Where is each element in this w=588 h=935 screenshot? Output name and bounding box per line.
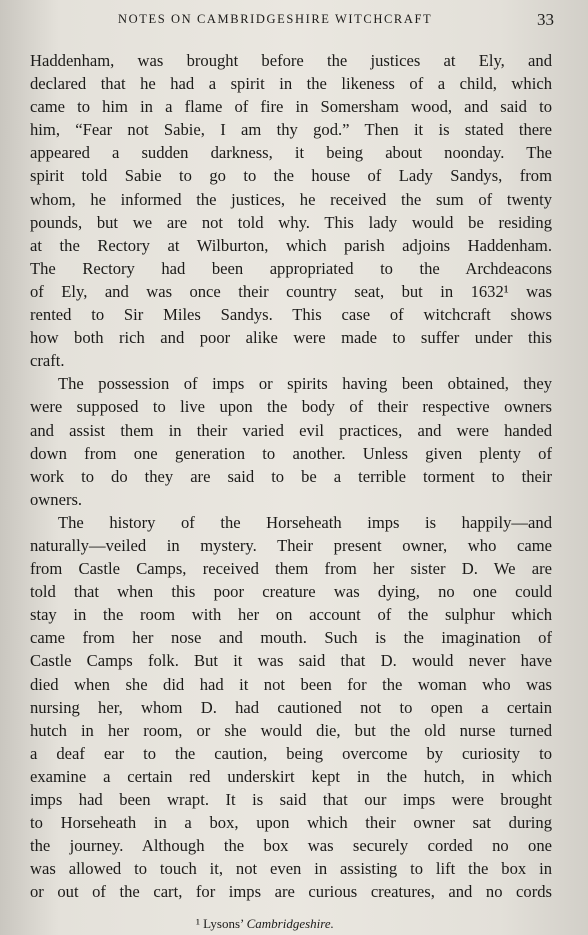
page-number: 33 — [537, 10, 554, 29]
text-line: from Castle Camps, received them from her sister D. We are — [30, 559, 552, 579]
text-line: The Rectory had been appropriated to the Archdeacons — [30, 258, 552, 278]
text-line: came to him in a flame of fire in Somersham wood, and said to — [30, 97, 552, 117]
text-line: to Horseheath in a box, upon which their owner sat during — [30, 813, 552, 833]
text-line: died when she did had it not been for the woman who was — [30, 674, 552, 694]
paragraph-1 — [30, 49, 552, 372]
text-line: told that when this poor creature was dying, no one could — [30, 582, 552, 602]
text-line: imps had been wrapt. It is said that our imps were brought — [30, 790, 552, 809]
text-line: spirit told Sabie to go to the house of Lady Sandys, from — [30, 166, 552, 186]
running-head — [0, 10, 588, 36]
text-line: or out of the cart, for imps are curious creatures, and no cords — [30, 882, 552, 902]
text-line: at the Rectory at Wilburton, which parish adjoins Haddenham. — [30, 235, 552, 255]
text-line: naturally—veiled in mystery. Their present owner, who came — [30, 535, 552, 555]
footnote-marker: ¹ — [196, 916, 200, 931]
text-line: examine a certain red underskirt kept in the hutch, in which — [30, 766, 552, 786]
text-line: how both rich and poor alike were made to suffer under this — [30, 328, 552, 348]
text-line: pounds, but we are not told why. This lady would be residing — [30, 212, 552, 232]
text-line: nursing her, whom D. had cautioned not to open a certain — [30, 697, 552, 717]
text-line: rented to Sir Miles Sandys. This case of witchcraft shows — [30, 305, 552, 325]
text-line: appeared a sudden darkness, it being about noonday. The — [30, 143, 552, 163]
text-line: stay in the room with her on account of the sulphur which — [30, 605, 552, 625]
text-line: whom, he informed the justices, he received the sum of twenty — [30, 189, 552, 209]
text-line: the journey. Although the box was securely corded no one — [30, 836, 552, 856]
text-line: owners. — [30, 489, 83, 509]
text-line: The history of the Horseheath imps is happily—and — [58, 512, 552, 532]
text-line: a deaf ear to the caution, being overcome by curiosity to — [30, 743, 552, 763]
text-line: craft. — [30, 351, 65, 371]
text-line: of Ely, and was once their country seat, but in 1632¹ was — [30, 281, 552, 301]
footnote-title: Cambridgeshire. — [246, 916, 334, 931]
running-title: NOTES ON CAMBRIDGESHIRE WITCHCRAFT — [118, 12, 433, 26]
text-line: Castle Camps folk. But it was said that D. would never have — [30, 651, 552, 671]
text-line: declared that he had a spirit in the likeness of a child, which — [30, 74, 552, 94]
text-line: work to do they are said to be a terrible torment to their — [30, 466, 552, 486]
text-line: came from her nose and mouth. Such is the imagination of — [30, 628, 552, 648]
text-line: Haddenham, was brought before the justices at Ely, and — [30, 51, 552, 70]
text-line: hutch in her room, or she would die, but the old nurse turned — [30, 720, 552, 740]
text-line: The possession of imps or spirits having been obtained, they — [58, 374, 552, 394]
footnote-text: Lysons’ — [203, 916, 244, 931]
footnote — [196, 916, 334, 932]
body-text — [30, 49, 552, 903]
text-line: and assist them in their varied evil practices, and were handed — [30, 420, 552, 440]
text-line: was allowed to touch it, not even in assisting to lift the box in — [30, 859, 552, 879]
paragraph-3 — [30, 511, 552, 904]
text-line: were supposed to live upon the body of their respective owners — [30, 397, 552, 417]
text-line: him, “Fear not Sabie, I am thy god.” Then it is stated there — [30, 120, 552, 140]
paragraph-2 — [30, 372, 552, 511]
text-line: down from one generation to another. Unless given plenty of — [30, 443, 552, 463]
